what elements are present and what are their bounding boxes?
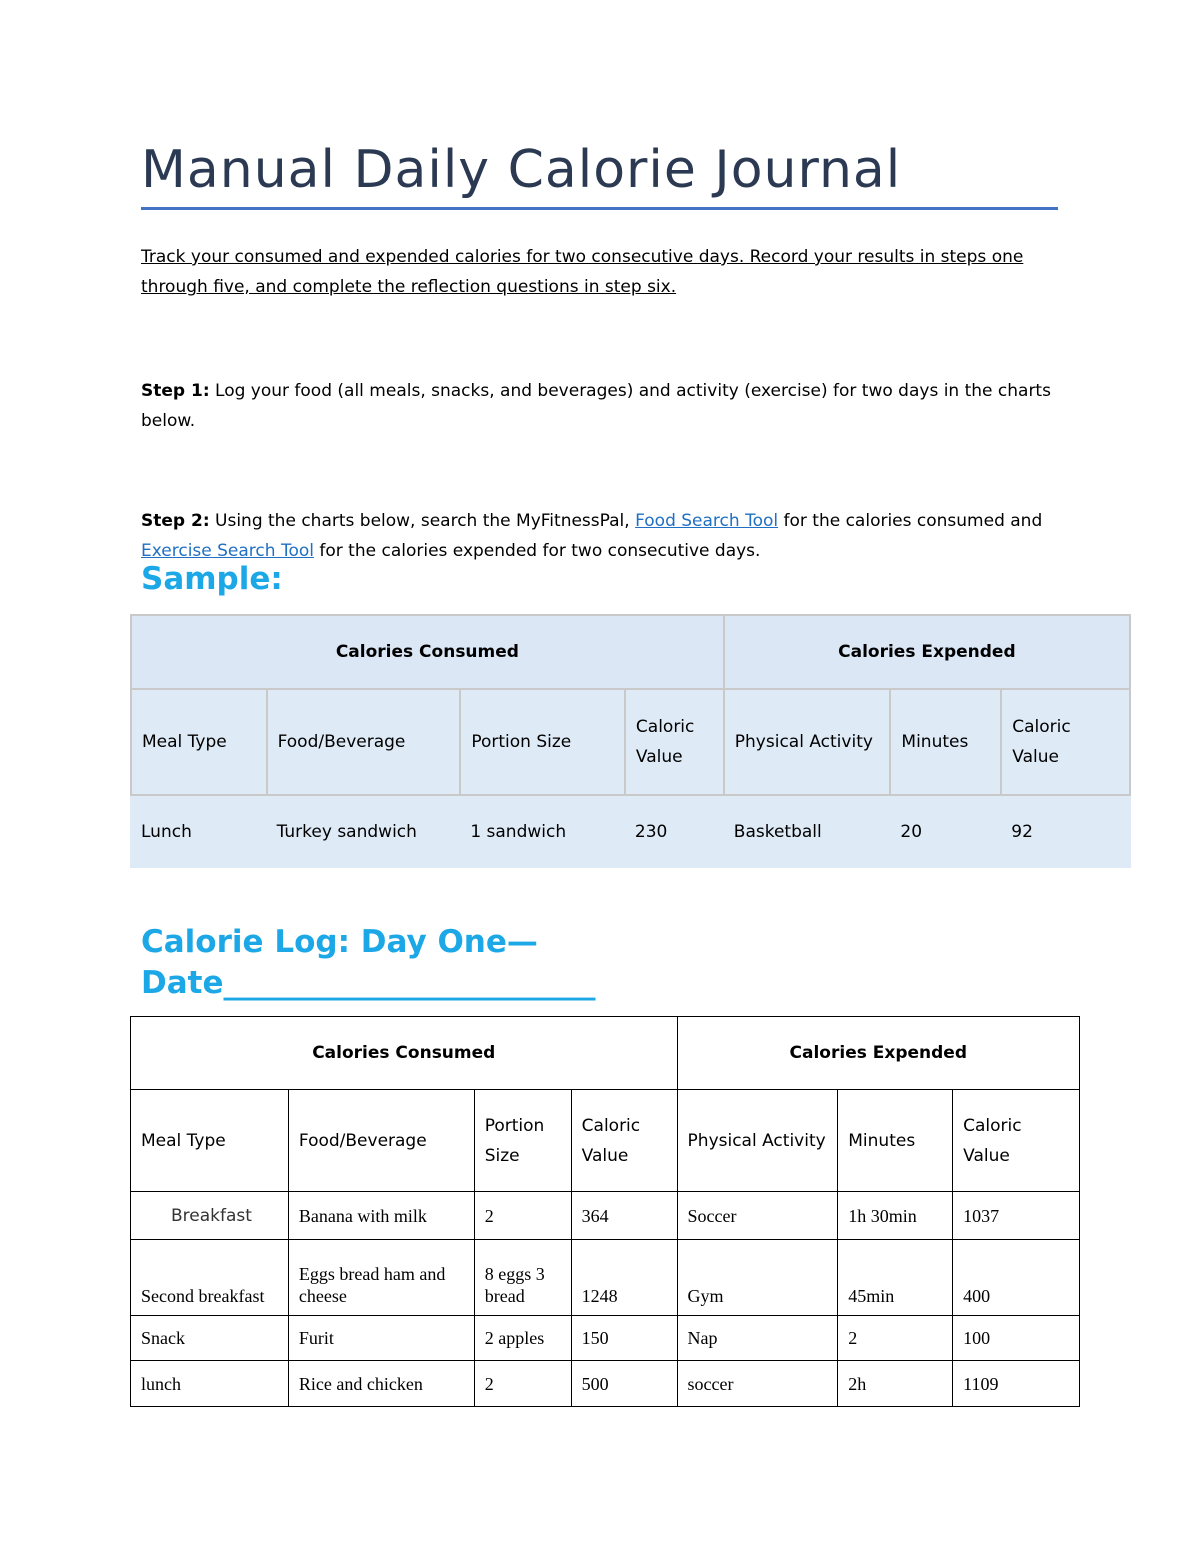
food-search-tool-link[interactable]: Food Search Tool (635, 511, 779, 531)
day-one-cell[interactable]: 1037 (953, 1192, 1080, 1240)
day-one-heading-line1: Calorie Log: Day One— (141, 924, 538, 960)
day-one-cell[interactable]: 2 (474, 1361, 571, 1407)
sample-heading: Sample: (141, 561, 283, 597)
day-one-cell[interactable]: Nap (677, 1316, 838, 1361)
day-one-date-field[interactable]: Date________________________ (141, 965, 596, 1001)
sample-col-header: Caloric Value (625, 689, 724, 795)
day-one-cell[interactable]: 8 eggs 3 bread (474, 1240, 571, 1316)
day-one-group-expended: Calories Expended (677, 1017, 1079, 1090)
day-one-heading (141, 922, 596, 1004)
step-1-label: Step 1: (141, 381, 210, 401)
sample-group-expended: Calories Expended (724, 615, 1130, 689)
day-one-cell[interactable]: 1109 (953, 1361, 1080, 1407)
day-one-cell[interactable]: Soccer (677, 1192, 838, 1240)
day-one-cell[interactable]: 400 (953, 1240, 1080, 1316)
day-one-col-header: Food/Beverage (288, 1090, 474, 1192)
step-2-label: Step 2: (141, 511, 210, 531)
step-2-text-c: for the calories expended for two consecutive days. (313, 541, 761, 561)
table-row (131, 1316, 1080, 1361)
day-one-cell[interactable]: 2 apples (474, 1316, 571, 1361)
sample-cell: 92 (1001, 795, 1130, 868)
day-one-cell[interactable]: 150 (571, 1316, 677, 1361)
day-one-col-header: Physical Activity (677, 1090, 838, 1192)
step-2-text-a: Using the charts below, search the MyFitnessPal, (209, 511, 636, 531)
day-one-cell[interactable]: Rice and chicken (288, 1361, 474, 1407)
day-one-cell[interactable]: soccer (677, 1361, 838, 1407)
sample-cell: Basketball (724, 795, 891, 868)
day-one-cell[interactable]: Breakfast (131, 1192, 289, 1240)
sample-col-header: Minutes (890, 689, 1001, 795)
intro-text: Track your consumed and expended calories for two consecutive days. Record your results in steps one through five, and complete the reflection questions in step six. (141, 247, 1024, 297)
day-one-cell[interactable]: 2 (474, 1192, 571, 1240)
day-one-cell[interactable]: Gym (677, 1240, 838, 1316)
day-one-cell[interactable]: Snack (131, 1316, 289, 1361)
day-one-cell[interactable]: 100 (953, 1316, 1080, 1361)
sample-cell: Turkey sandwich (267, 795, 461, 868)
title-underline (141, 207, 1058, 210)
day-one-cell[interactable]: lunch (131, 1361, 289, 1407)
step-2-paragraph (141, 506, 1056, 566)
day-one-col-header: Caloric Value (571, 1090, 677, 1192)
sample-group-consumed: Calories Consumed (131, 615, 724, 689)
day-one-cell[interactable]: Banana with milk (288, 1192, 474, 1240)
sample-col-header: Meal Type (131, 689, 267, 795)
sample-col-header: Caloric Value (1001, 689, 1130, 795)
day-one-cell[interactable]: Furit (288, 1316, 474, 1361)
sample-col-header: Physical Activity (724, 689, 891, 795)
day-one-cell[interactable]: 2h (838, 1361, 953, 1407)
page-title: Manual Daily Calorie Journal (141, 140, 902, 200)
sample-table (130, 614, 1131, 868)
day-one-col-header: Minutes (838, 1090, 953, 1192)
day-one-col-header: Meal Type (131, 1090, 289, 1192)
sample-cell: 1 sandwich (460, 795, 625, 868)
day-one-cell[interactable]: 364 (571, 1192, 677, 1240)
day-one-cell[interactable]: Eggs bread ham and cheese (288, 1240, 474, 1316)
day-one-cell[interactable]: Second breakfast (131, 1240, 289, 1316)
sample-col-header: Portion Size (460, 689, 625, 795)
day-one-cell[interactable]: 1248 (571, 1240, 677, 1316)
table-row (131, 1361, 1080, 1407)
step-1-paragraph (141, 376, 1056, 436)
exercise-search-tool-link[interactable]: Exercise Search Tool (141, 541, 314, 561)
table-row (131, 1240, 1080, 1316)
day-one-table (130, 1016, 1080, 1407)
step-2-text-b: for the calories consumed and (778, 511, 1043, 531)
sample-cell: Lunch (131, 795, 267, 868)
day-one-cell[interactable]: 1h 30min (838, 1192, 953, 1240)
day-one-col-header: Portion Size (474, 1090, 571, 1192)
table-row (131, 1192, 1080, 1240)
day-one-col-header: Caloric Value (953, 1090, 1080, 1192)
sample-cell: 230 (625, 795, 724, 868)
step-1-text: Log your food (all meals, snacks, and beverages) and activity (exercise) for two days in the charts below. (141, 381, 1051, 431)
sample-cell: 20 (890, 795, 1001, 868)
day-one-cell[interactable]: 500 (571, 1361, 677, 1407)
sample-col-header: Food/Beverage (267, 689, 461, 795)
day-one-cell[interactable]: 2 (838, 1316, 953, 1361)
day-one-cell[interactable]: 45min (838, 1240, 953, 1316)
day-one-group-consumed: Calories Consumed (131, 1017, 678, 1090)
